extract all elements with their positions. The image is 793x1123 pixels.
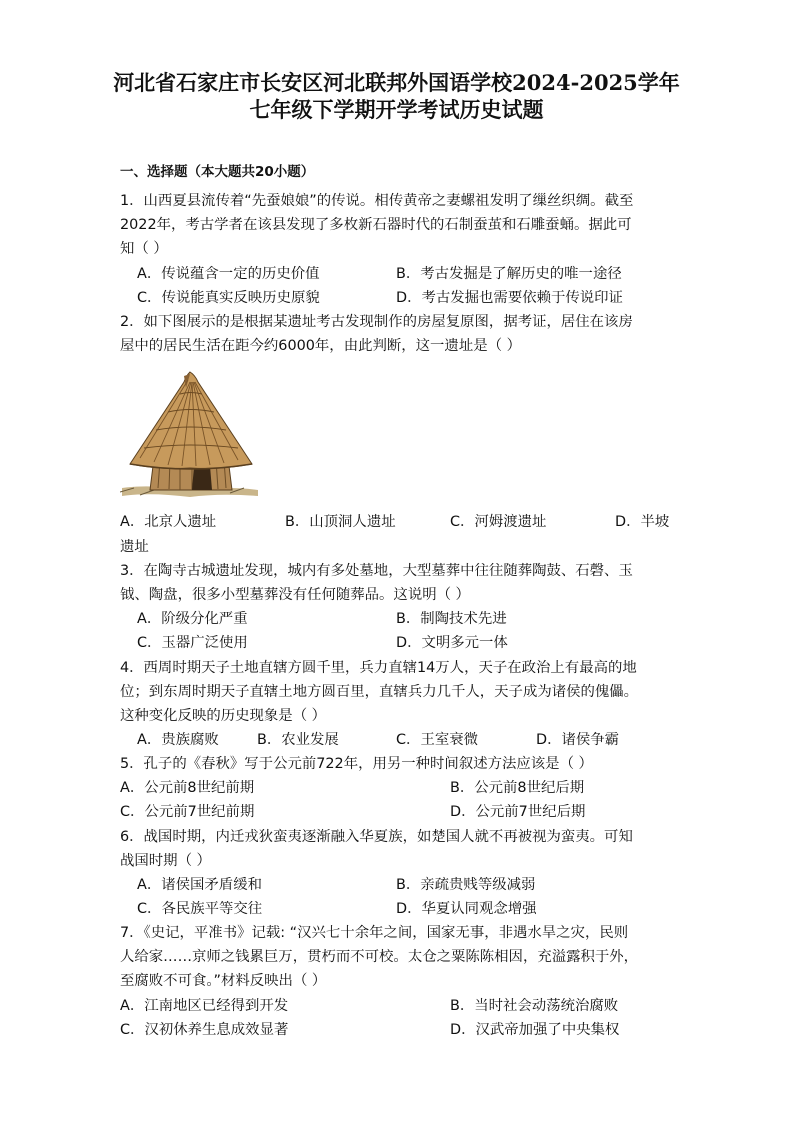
q2-stem-line1: 2．如下图展示的是根据某遗址考古发现制作的房屋复原图，据考证，居住在该房 [120, 314, 633, 330]
q2-option-d-wrap: 遗址 [120, 539, 149, 555]
q4-stem-line1: 4．西周时期天子土地直辖方圆千里，兵力直辖14万人，天子在政治上有最高的地 [120, 660, 637, 676]
q2-stem-line2: 屋中的居民生活在距今约6000年，由此判断，这一遗址是（ ） [120, 338, 521, 354]
q4-option-c: C．王室衰微 [396, 732, 479, 748]
q4-option-b: B．农业发展 [257, 732, 339, 748]
q1-option-b: B．考古发掘是了解历史的唯一途径 [396, 266, 622, 282]
q3-option-b: B．制陶技术先进 [396, 611, 507, 627]
q5-stem-line1: 5．孔子的《春秋》写于公元前722年，用另一种时间叙述方法应该是（ ） [120, 756, 593, 772]
q1-option-c: C．传说能真实反映历史原貌 [137, 290, 320, 306]
thatched-hut-image [120, 366, 260, 504]
q1-option-a: A．传说蕴含一定的历史价值 [137, 266, 320, 282]
q4-option-d: D．诸侯争霸 [536, 732, 620, 748]
q4-option-a: A．贵族腐败 [137, 732, 219, 748]
q3-stem-line1: 3．在陶寺古城遗址发现，城内有多处墓地，大型墓葬中往往随葬陶鼓、石磬、玉 [120, 563, 633, 579]
q5-option-c: C．公元前7世纪前期 [120, 804, 255, 820]
q5-option-d: D．公元前7世纪后期 [450, 804, 586, 820]
q1-option-d: D．考古发掘也需要依赖于传说印证 [396, 290, 623, 306]
q4-stem-line2: 位；到东周时期天子直辖土地方圆百里，直辖兵力几千人，天子成为诸侯的傀儡。 [120, 684, 639, 700]
q3-option-a: A．阶级分化严重 [137, 611, 248, 627]
exam-title-line2: 七年级下学期开学考试历史试题 [249, 97, 544, 122]
q6-stem-line2: 战国时期（ ） [120, 853, 211, 869]
q1-stem-line3: 知（ ） [120, 241, 168, 257]
q7-stem-line1: 7．《史记，平准书》记载: “汉兴七十余年之间，国家无事，非遇水旱之灾，民则 [120, 925, 629, 941]
q6-stem-line1: 6．战国时期，内迁戎狄蛮夷逐渐融入华夏族，如楚国人就不再被视为蛮夷。可知 [120, 829, 633, 845]
q7-option-c: C．汉初休养生息成效显著 [120, 1022, 289, 1038]
section-heading: 一、选择题（本大题共20小题） [120, 164, 315, 180]
q6-option-c: C．各民族平等交往 [137, 901, 263, 917]
q7-option-a: A．江南地区已经得到开发 [120, 998, 289, 1014]
q6-option-b: B．亲疏贵贱等级减弱 [396, 877, 536, 893]
q7-option-d: D．汉武帝加强了中央集权 [450, 1022, 620, 1038]
q1-stem-line2: 2022年，考古学者在该县发现了多枚新石器时代的石制蚕茧和石雕蚕蛹。据此可 [120, 217, 632, 233]
q3-option-c: C．玉器广泛使用 [137, 635, 248, 651]
q6-option-a: A．诸侯国矛盾缓和 [137, 877, 262, 893]
q5-option-b: B．公元前8世纪后期 [450, 780, 585, 796]
q3-option-d: D．文明多元一体 [396, 635, 508, 651]
q2-option-b: B．山顶洞人遗址 [285, 514, 396, 530]
q1-stem-line1: 1．山西夏县流传着“先蚕娘娘”的传说。相传黄帝之妻螺祖发明了缫丝织绸。截至 [120, 193, 634, 209]
q7-stem-line2: 人给家……京师之钱累巨万，贯朽而不可校。太仓之粟陈陈相因，充溢露积于外， [120, 949, 639, 965]
q7-option-b: B．当时社会动荡统治腐败 [450, 998, 619, 1014]
q7-stem-line3: 至腐败不可食。”材料反映出（ ） [120, 973, 327, 989]
q6-option-d: D．华夏认同观念增强 [396, 901, 537, 917]
q2-option-d: D．半坡 [615, 514, 670, 530]
q2-option-c: C．河姆渡遗址 [450, 514, 547, 530]
q3-stem-line2: 钺、陶盘，很多小型墓葬没有任何随葬品。这说明（ ） [120, 587, 470, 603]
q4-stem-line3: 这种变化反映的历史现象是（ ） [120, 708, 327, 724]
q2-option-a: A．北京人遗址 [120, 514, 217, 530]
q5-option-a: A．公元前8世纪前期 [120, 780, 255, 796]
exam-title-line1: 河北省石家庄市长安区河北联邦外国语学校2024-2025学年 [113, 70, 680, 95]
